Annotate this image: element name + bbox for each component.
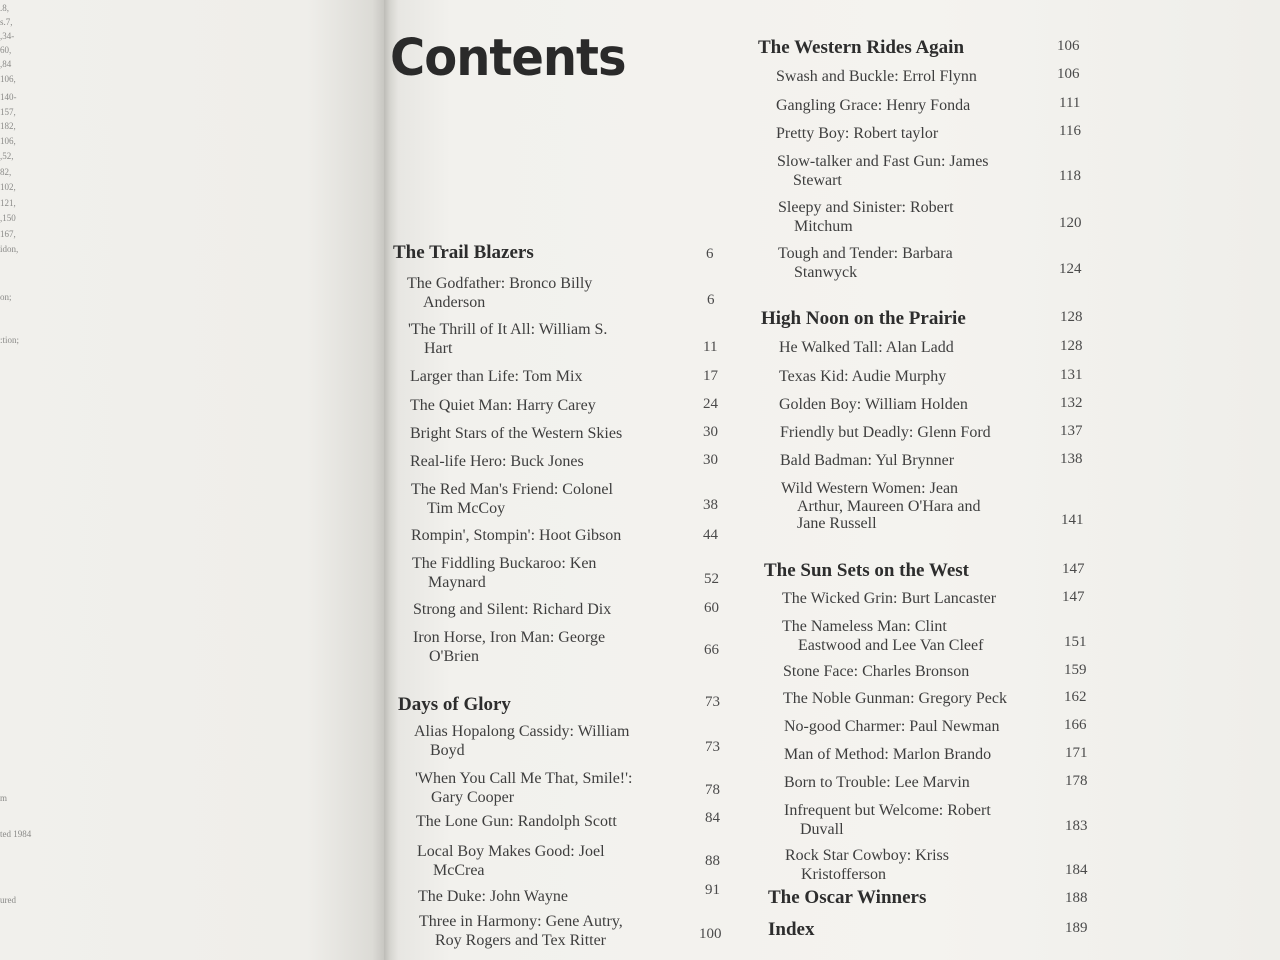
toc-entry: Gangling Grace: Henry Fonda: [776, 97, 971, 114]
entry-title-cont: Jane Russell: [797, 515, 877, 532]
entry-page-number: 52: [704, 571, 719, 587]
toc-entry: [413, 628, 605, 666]
section-heading-index: Index: [768, 919, 815, 940]
entry-title: Wild Western Women: Jean: [781, 480, 959, 497]
entry-page-number: 166: [1064, 717, 1087, 733]
toc-entry: Texas Kid: Audie Murphy: [779, 368, 947, 385]
entry-title-cont: Hart: [424, 340, 453, 357]
section-heading-western-rides-again: The Western Rides Again: [758, 37, 965, 58]
entry-title: 'When You Call Me That, Smile!':: [415, 770, 633, 787]
toc-entry: The Noble Gunman: Gregory Peck: [783, 690, 1007, 707]
page-edge-fragment: 167,: [0, 229, 16, 239]
entry-title: 'The Thrill of It All: William S.: [408, 321, 608, 338]
entry-title-cont: O'Brien: [429, 648, 479, 665]
entry-title: Sleepy and Sinister: Robert: [778, 199, 954, 216]
page-edge-fragment: 60,: [0, 45, 12, 55]
page-edge-fragment: 182,: [0, 121, 16, 131]
toc-entry: [778, 198, 954, 236]
section-page-number: 6: [706, 246, 714, 262]
page-edge-fragment: 157,: [0, 107, 16, 117]
entry-title-cont: Kristofferson: [801, 866, 887, 883]
page-edge-fragment: m: [0, 793, 8, 803]
entry-page-number: 17: [703, 368, 718, 384]
toc-entry: The Quiet Man: Harry Carey: [410, 397, 596, 414]
entry-page-number: 159: [1064, 662, 1087, 678]
entry-page-number: 131: [1060, 367, 1083, 383]
entry-page-number: 91: [705, 882, 720, 898]
section-heading-days-of-glory: Days of Glory: [398, 694, 511, 715]
page-edge-fragment: 106,: [0, 74, 16, 84]
toc-entry: [415, 769, 632, 807]
toc-entry: [781, 479, 981, 532]
book-gutter: [384, 0, 398, 960]
section-page-number: 147: [1062, 561, 1085, 577]
entry-title-cont: Eastwood and Lee Van Cleef: [798, 637, 984, 654]
entry-page-number: 60: [704, 600, 719, 616]
section-heading-oscar-winners: The Oscar Winners: [768, 887, 927, 908]
page-edge-fragment: 82,: [0, 167, 12, 177]
entry-title: The Godfather: Bronco Billy: [407, 275, 593, 292]
toc-entry: Swash and Buckle: Errol Flynn: [776, 68, 977, 85]
page-edge-fragment: .8,: [0, 3, 9, 13]
entry-page-number: 184: [1065, 862, 1088, 878]
entry-page-number: 178: [1065, 773, 1088, 789]
entry-title-cont: Stanwyck: [794, 264, 858, 281]
page-edge-fragment: 140-: [0, 92, 17, 102]
toc-entry: [407, 274, 592, 312]
toc-entry: He Walked Tall: Alan Ladd: [779, 339, 954, 356]
entry-title: The Nameless Man: Clint: [782, 618, 947, 635]
entry-title: Rock Star Cowboy: Kriss: [785, 847, 949, 864]
entry-page-number: 120: [1059, 215, 1082, 231]
entry-title-cont: Mitchum: [794, 218, 853, 235]
entry-title: Local Boy Makes Good: Joel: [417, 843, 605, 860]
page-edge-fragment: idon,: [0, 244, 19, 254]
entry-title-cont: Stewart: [793, 172, 842, 189]
entry-page-number: 38: [703, 497, 718, 513]
toc-entry: Real-life Hero: Buck Jones: [410, 453, 584, 470]
toc-entry: Man of Method: Marlon Brando: [784, 746, 992, 763]
page-edge-fragment: s.7,: [0, 17, 13, 27]
page-edge-fragment: on;: [0, 292, 12, 302]
toc-entry: [412, 554, 596, 592]
section-page-number: 189: [1065, 920, 1088, 936]
toc-entry: [782, 617, 983, 655]
entry-page-number: 44: [703, 527, 718, 543]
entry-title: Slow-talker and Fast Gun: James: [777, 153, 989, 170]
page-title: Contents: [390, 28, 626, 88]
entry-page-number: 100: [699, 926, 722, 942]
entry-page-number: 106: [1057, 66, 1080, 82]
entry-page-number: 30: [703, 452, 718, 468]
entry-page-number: 128: [1060, 338, 1083, 354]
page-edge-fragment: ,84: [0, 59, 12, 69]
section-heading-trail-blazers: The Trail Blazers: [393, 242, 534, 263]
page-edge-fragment: ,34-: [0, 31, 15, 41]
entry-title-cont: McCrea: [433, 862, 485, 879]
entry-page-number: 73: [705, 739, 720, 755]
entry-page-number: 183: [1065, 818, 1088, 834]
entry-title: Iron Horse, Iron Man: George: [413, 629, 606, 646]
toc-entry: Golden Boy: William Holden: [779, 396, 968, 413]
entry-title-cont: Tim McCoy: [427, 500, 506, 517]
entry-title: The Red Man's Friend: Colonel: [411, 481, 613, 498]
entry-page-number: 162: [1064, 689, 1087, 705]
toc-entry: Born to Trouble: Lee Marvin: [784, 774, 970, 791]
toc-entry: Strong and Silent: Richard Dix: [413, 601, 612, 618]
toc-entry: [414, 722, 630, 760]
entry-title: Alias Hopalong Cassidy: William: [414, 723, 630, 740]
page-edge-fragment: :tion;: [0, 335, 20, 345]
toc-entry: [778, 244, 953, 282]
toc-entry: [419, 912, 623, 950]
page-edge-fragment: ,150: [0, 213, 16, 223]
entry-page-number: 132: [1060, 395, 1083, 411]
page-edge-fragment: 106,: [0, 136, 16, 146]
section-page-number: 73: [705, 694, 720, 710]
page-edge-fragment: 121,: [0, 198, 16, 208]
entry-page-number: 30: [703, 424, 718, 440]
entry-title: Three in Harmony: Gene Autry,: [419, 913, 623, 930]
toc-entry: The Lone Gun: Randolph Scott: [416, 813, 617, 830]
toc-entry: The Wicked Grin: Burt Lancaster: [782, 590, 997, 607]
entry-page-number: 137: [1060, 423, 1083, 439]
entry-title: The Fiddling Buckaroo: Ken: [412, 555, 597, 572]
entry-page-number: 24: [703, 396, 718, 412]
entry-page-number: 147: [1062, 589, 1085, 605]
toc-entry: Rompin', Stompin': Hoot Gibson: [411, 527, 622, 544]
toc-entry: No-good Charmer: Paul Newman: [784, 718, 1000, 735]
toc-entry: Friendly but Deadly: Glenn Ford: [780, 424, 991, 441]
entry-title: Infrequent but Welcome: Robert: [784, 802, 991, 819]
page-edge-fragment: 102,: [0, 182, 16, 192]
entry-title-cont: Anderson: [423, 294, 486, 311]
entry-page-number: 151: [1064, 634, 1087, 650]
toc-entry: Stone Face: Charles Bronson: [783, 663, 970, 680]
entry-page-number: 6: [707, 292, 715, 308]
entry-title-cont: Gary Cooper: [431, 789, 515, 806]
left-page: [0, 0, 384, 960]
entry-page-number: 116: [1059, 123, 1081, 139]
entry-title-cont: Roy Rogers and Tex Ritter: [435, 932, 607, 949]
page-edge-fragment: ,52,: [0, 151, 14, 161]
page-edge-fragment: ted 1984: [0, 829, 32, 839]
entry-title-cont: Arthur, Maureen O'Hara and: [797, 498, 981, 515]
section-heading-sun-sets: The Sun Sets on the West: [764, 560, 970, 581]
toc-entry: [785, 846, 949, 884]
toc-entry: [784, 801, 991, 839]
toc-entry: Bright Stars of the Western Skies: [410, 425, 623, 442]
entry-page-number: 78: [705, 782, 720, 798]
section-page-number: 106: [1057, 38, 1080, 54]
entry-page-number: 124: [1059, 261, 1082, 277]
toc-entry: The Duke: John Wayne: [418, 888, 568, 905]
toc-entry: Bald Badman: Yul Brynner: [780, 452, 955, 469]
section-page-number: 188: [1065, 890, 1088, 906]
entry-title-cont: Maynard: [428, 574, 486, 591]
section-page-number: 128: [1060, 309, 1083, 325]
toc-entry: [777, 152, 989, 190]
toc-entry: [417, 842, 605, 880]
entry-title-cont: Duvall: [800, 821, 844, 838]
entry-page-number: 88: [705, 853, 720, 869]
entry-page-number: 118: [1059, 168, 1081, 184]
page-edge-fragment: ured: [0, 895, 16, 905]
entry-page-number: 111: [1059, 95, 1081, 111]
section-heading-high-noon: High Noon on the Prairie: [761, 308, 966, 329]
entry-page-number: 171: [1065, 745, 1088, 761]
toc-entry: [408, 320, 607, 358]
toc-entry: [411, 480, 613, 518]
entry-page-number: 11: [703, 339, 718, 355]
entry-page-number: 66: [704, 642, 719, 658]
entry-page-number: 138: [1060, 451, 1083, 467]
entry-page-number: 84: [705, 810, 720, 826]
entry-title-cont: Boyd: [430, 742, 465, 759]
entry-page-number: 141: [1061, 512, 1084, 528]
entry-title: Tough and Tender: Barbara: [778, 245, 953, 262]
toc-entry: Pretty Boy: Robert taylor: [776, 125, 939, 142]
toc-entry: Larger than Life: Tom Mix: [410, 368, 583, 385]
